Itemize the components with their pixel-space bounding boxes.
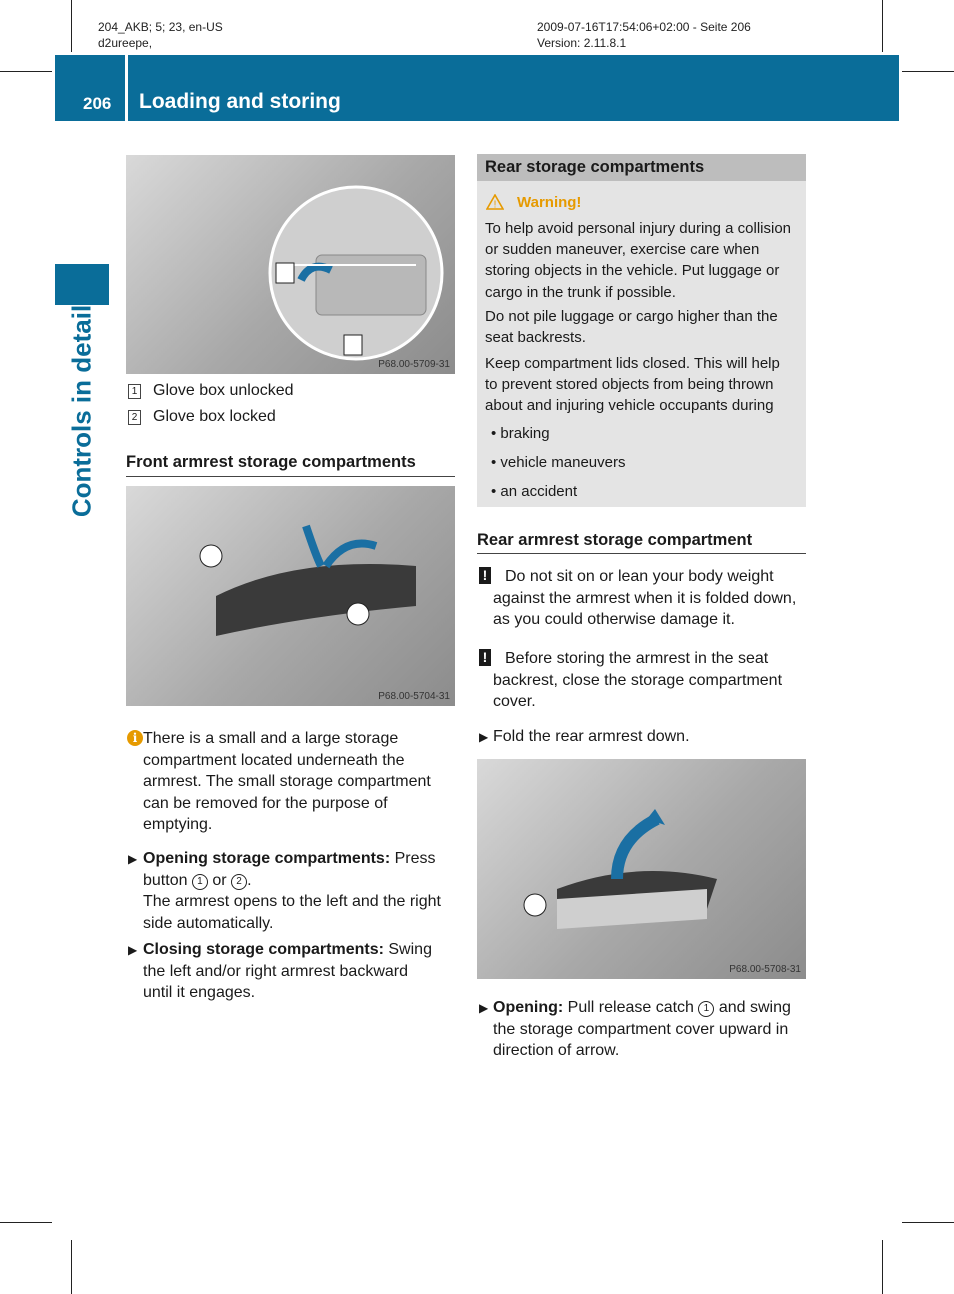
warning-line: Do not pile luggage or cargo higher than the (485, 308, 778, 325)
step-text: Swing (383, 941, 432, 958)
legend-item (128, 380, 294, 402)
header-band (55, 55, 899, 121)
info-note (143, 728, 431, 836)
armrest-illustration (126, 486, 455, 706)
warning-paragraph (485, 218, 791, 303)
glovebox-illustration (126, 155, 455, 374)
step-closing (143, 939, 432, 1004)
step-text: the storage compartment cover upward in (493, 1020, 789, 1038)
step-text: . (247, 871, 252, 889)
step-opening (143, 848, 441, 934)
warning-paragraph (485, 306, 778, 348)
meta-line: 204_AKB; 5; 23, en-US (98, 20, 223, 34)
step-opening-rear (493, 997, 791, 1062)
header-separator (125, 55, 128, 121)
note-line: cover. (493, 693, 536, 710)
warning-line: seat backrests. (485, 329, 586, 347)
info-line: emptying. (143, 816, 213, 833)
page-title: Loading and storing (139, 90, 341, 113)
step-arrow-icon: ▶ (479, 1001, 489, 1015)
note-line: against the armrest when it is folded down, (493, 589, 797, 607)
step-label: Opening: (493, 999, 564, 1016)
step-text: Press (390, 850, 436, 867)
legend-item (128, 406, 276, 428)
crop-mark (71, 1240, 72, 1294)
info-line: There is a small and a large storage (143, 730, 399, 747)
armrest-figure (126, 486, 455, 706)
warning-line: about and injuring vehicle occupants during (485, 397, 774, 415)
note-line: as you could otherwise damage it. (493, 611, 735, 628)
meta-line: Version: 2.11.8.1 (537, 36, 627, 50)
step-text: button (143, 871, 192, 889)
crop-mark (902, 1222, 954, 1223)
crop-mark (0, 1222, 52, 1223)
step-label: Opening storage compartments: (143, 850, 391, 867)
legend-number: 2 (128, 410, 141, 425)
meta-line: d2ureepe, (98, 36, 153, 50)
step-arrow-icon: ▶ (128, 943, 138, 957)
warning-line: Keep compartment lids closed. This will help (485, 355, 780, 372)
figure-code: P68.00-5708-31 (729, 964, 801, 975)
warning-line: to prevent stored objects from being thrown (485, 376, 774, 394)
rear-armrest-figure (477, 759, 806, 979)
caution-icon: ! (479, 649, 491, 666)
legend-text: Glove box locked (153, 408, 276, 425)
note-line: Before storing the armrest in the seat (505, 650, 769, 667)
bullet-text: an accident (500, 483, 578, 500)
section-heading: Rear armrest storage compartment (477, 531, 753, 549)
note-line: Do not sit on or lean your body weight (505, 568, 774, 585)
step-label: Closing storage compartments: (143, 941, 384, 958)
rear-armrest-illustration (477, 759, 806, 979)
note-line: backrest, close the storage compartment (493, 671, 783, 689)
info-line: armrest. The small storage compartment (143, 773, 431, 790)
step-text: side automatically. (143, 914, 274, 932)
info-line: can be removed for the purpose of (143, 794, 388, 812)
crop-mark (882, 0, 883, 52)
figure-code: P68.00-5704-31 (378, 691, 450, 702)
figure-code: P68.00-5709-31 (378, 359, 450, 370)
callout-number: 2 (231, 874, 247, 890)
warning-line: storing objects in the vehicle. Put luggage or (485, 262, 780, 280)
warning-triangle-icon (486, 194, 504, 210)
warning-line: To help avoid personal injury during a collision (485, 220, 792, 237)
step-fold: Fold the rear armrest down. (493, 728, 690, 745)
crop-mark (71, 0, 72, 52)
print-meta-left (98, 19, 223, 51)
print-meta-right (537, 19, 751, 51)
step-text: The armrest opens to the left and the right (143, 893, 441, 910)
step-arrow-icon: ▶ (479, 730, 489, 744)
bullet-text: vehicle maneuvers (500, 454, 626, 471)
step-text: or (207, 871, 232, 889)
warning-paragraph (485, 353, 780, 417)
warning-line: or sudden maneuver, exercise care when (485, 241, 760, 259)
info-line: compartment located underneath the (143, 751, 405, 769)
caution-note (493, 566, 796, 631)
bullet-item: • braking (491, 425, 550, 442)
side-tab (55, 264, 109, 305)
caution-icon: ! (479, 567, 491, 584)
warning-title: Warning! (517, 194, 582, 211)
warning-line: cargo in the trunk if possible. (485, 283, 676, 301)
box-heading: Rear storage compartments (485, 158, 705, 176)
step-text: direction of arrow. (493, 1042, 620, 1059)
heading-rule (477, 553, 806, 554)
page-number: 206 (83, 94, 112, 113)
info-icon: i (127, 730, 143, 746)
crop-mark (902, 71, 954, 72)
step-text: Pull release catch (563, 999, 699, 1016)
bullet-text: braking (500, 425, 550, 442)
legend-text: Glove box unlocked (153, 382, 294, 399)
legend-number: 1 (128, 384, 141, 399)
crop-mark (0, 71, 52, 72)
svg-text:!: ! (493, 199, 497, 210)
heading-rule (126, 476, 455, 477)
callout-number: 1 (698, 1001, 714, 1017)
step-text: and swing (714, 999, 791, 1016)
bullet-item: • vehicle maneuvers (491, 454, 626, 471)
glovebox-figure (126, 155, 455, 374)
callout-number: 1 (192, 874, 208, 890)
step-text: the left and/or right armrest backward (143, 962, 409, 980)
meta-line: 2009-07-16T17:54:06+02:00 - Seite 206 (537, 20, 751, 34)
caution-note (493, 648, 782, 713)
side-section-label: Controls in detail (66, 304, 97, 518)
section-heading: Front armrest storage compartments (126, 453, 416, 471)
crop-mark (882, 1240, 883, 1294)
step-arrow-icon: ▶ (128, 852, 138, 866)
bullet-item: • an accident (491, 483, 578, 500)
step-text: until it engages. (143, 984, 256, 1001)
